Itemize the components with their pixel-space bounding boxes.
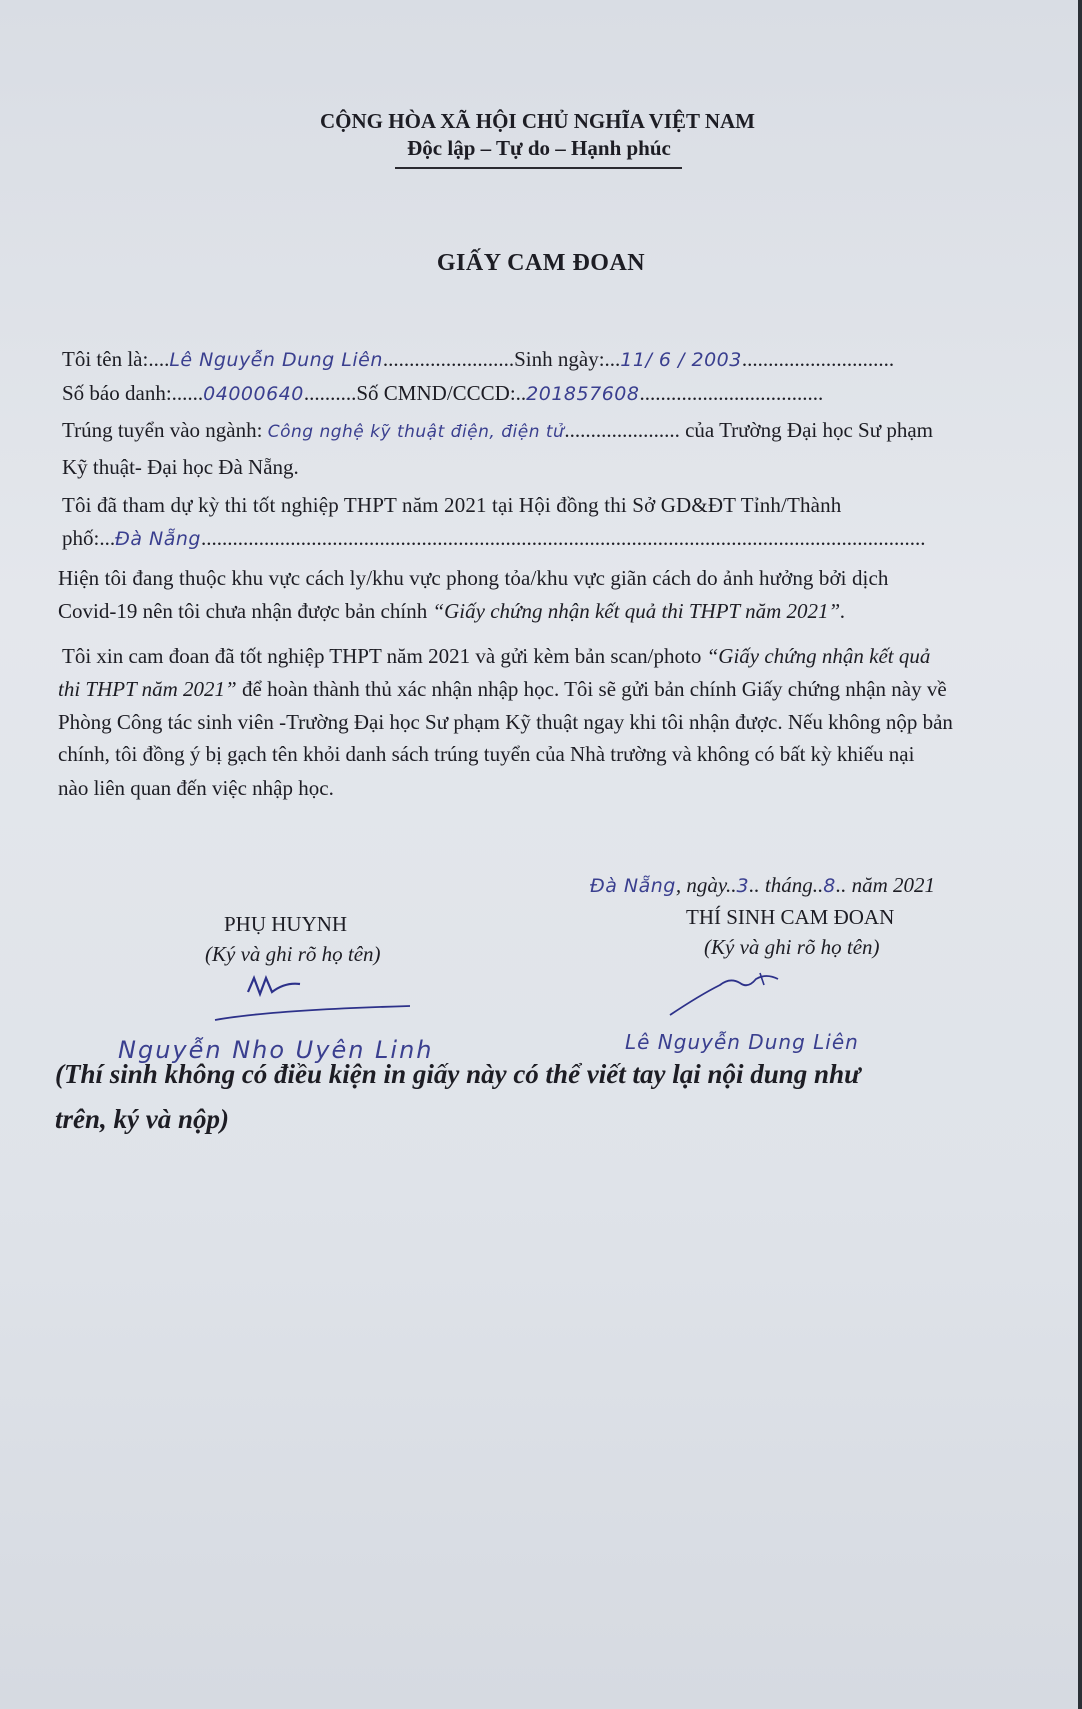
date-day: 3 (736, 875, 750, 897)
major-label: Trúng tuyển vào ngành: (62, 418, 263, 442)
major-value: Công nghệ kỹ thuật điện, điện tử (267, 422, 565, 442)
nation-heading (0, 109, 1078, 134)
school-line: Kỹ thuật- Đại học Đà Nẵng. (62, 455, 299, 479)
para2-line2-italic: thi THPT năm 2021” (58, 677, 237, 701)
date-line: Đà Nẵng, ngày..3.. tháng..8.. năm 2021 (590, 873, 935, 897)
scan-edge (1078, 0, 1082, 1709)
student-note: (Ký và ghi rõ họ tên) (704, 935, 880, 959)
student-title: THÍ SINH CAM ĐOAN (686, 905, 895, 929)
para1-line1: Hiện tôi đang thuộc khu vực cách ly/khu vực phong tỏa/khu vực giãn cách do ảnh hưởng bởi dịch (58, 566, 889, 590)
thang-label: tháng (764, 873, 813, 897)
para2-line2 (58, 673, 947, 705)
sbd-line: Số báo danh:......04000640..........Số CMND/CCCD:..201857608................................... (62, 381, 824, 405)
motto-text: Độc lập – Tự do – Hạnh phúc (407, 136, 671, 160)
city-label: phố: (62, 526, 100, 550)
major-line: Trúng tuyển vào ngành: Công nghệ kỹ thuật điện, điện tử...................... của Trường Đại học Sư phạm (62, 418, 934, 442)
para2-line5: nào liên quan đến việc nhập học. (58, 776, 334, 800)
dob-label: Sinh ngày: (514, 347, 605, 371)
name-label: Tôi tên là: (62, 347, 149, 371)
student-name: Lê Nguyễn Dung Liên (625, 1030, 859, 1054)
para2-line1 (62, 640, 930, 672)
date-month: 8 (823, 875, 836, 897)
cmnd-label: Số CMND/CCCD: (356, 381, 516, 405)
parent-name: Nguyễn Nho Uyên Linh (118, 1036, 434, 1064)
document-title: GIẤY CAM ĐOAN (436, 250, 646, 276)
cmnd-value: 201857608 (526, 383, 640, 405)
para2-line1-text: Tôi xin cam đoan đã tốt nghiệp THPT năm 2021 và gửi kèm bản scan/photo (62, 644, 702, 668)
sbd-label: Số báo danh: (62, 381, 172, 405)
city-line: phố:...Đà Nẵng.......................................................................................................................................... (62, 526, 926, 550)
para2-line1-italic: “Giấy chứng nhận kết quả (706, 644, 931, 668)
dob-value: 11/ 6 / 2003 (620, 349, 742, 371)
name-value: Lê Nguyễn Dung Liên (169, 349, 383, 371)
nation-text: CỘNG HÒA XÃ HỘI CHỦ NGHĨA VIỆT NAM (319, 109, 756, 133)
student-signature (660, 965, 830, 1025)
para1-line2 (58, 595, 845, 627)
parent-title: PHỤ HUYNH (224, 912, 348, 936)
city-value: Đà Nẵng (115, 528, 201, 550)
para2-line4: chính, tôi đồng ý bị gạch tên khỏi danh sách trúng tuyển của Nhà trường và không có bất kỳ khiếu nại (58, 742, 915, 766)
footer-note-line1: (Thí sinh không có điều kiện in giấy này có thể viết tay lại nội dung như (55, 1059, 861, 1089)
parent-note: (Ký và ghi rõ họ tên) (205, 942, 381, 966)
footer-note-line2: trên, ký và nộp) (55, 1104, 229, 1134)
school-suffix: của Trường Đại học Sư phạm (685, 418, 934, 442)
sbd-value: 04000640 (203, 383, 304, 405)
name-line: Tôi tên là:....Lê Nguyễn Dung Liên.........................Sinh ngày:...11/ 6 / 2003............................. (62, 347, 895, 371)
parent-signature (210, 970, 420, 1030)
para1-line2-text: Covid-19 nên tôi chưa nhận được bản chính (58, 599, 428, 623)
exam-line: Tôi đã tham dự kỳ thi tốt nghiệp THPT năm 2021 tại Hội đồng thi Sở GD&ĐT Tỉnh/Thành (62, 493, 842, 517)
motto-heading (0, 136, 1078, 161)
para2-line2-text: để hoàn thành thủ xác nhận nhập học. Tôi sẽ gửi bản chính Giấy chứng nhận này về (242, 677, 947, 701)
nam-label: năm 2021 (851, 873, 935, 897)
motto-underline (395, 167, 682, 169)
date-place: Đà Nẵng (590, 875, 676, 897)
ngay-label: , ngày (675, 873, 727, 897)
para2-line3: Phòng Công tác sinh viên -Trường Đại học Sư phạm Kỹ thuật ngay khi tôi nhận được. Nếu không nộp bản (58, 710, 953, 734)
certificate-title: “Giấy chứng nhận kết quả thi THPT năm 2021”. (432, 599, 846, 623)
